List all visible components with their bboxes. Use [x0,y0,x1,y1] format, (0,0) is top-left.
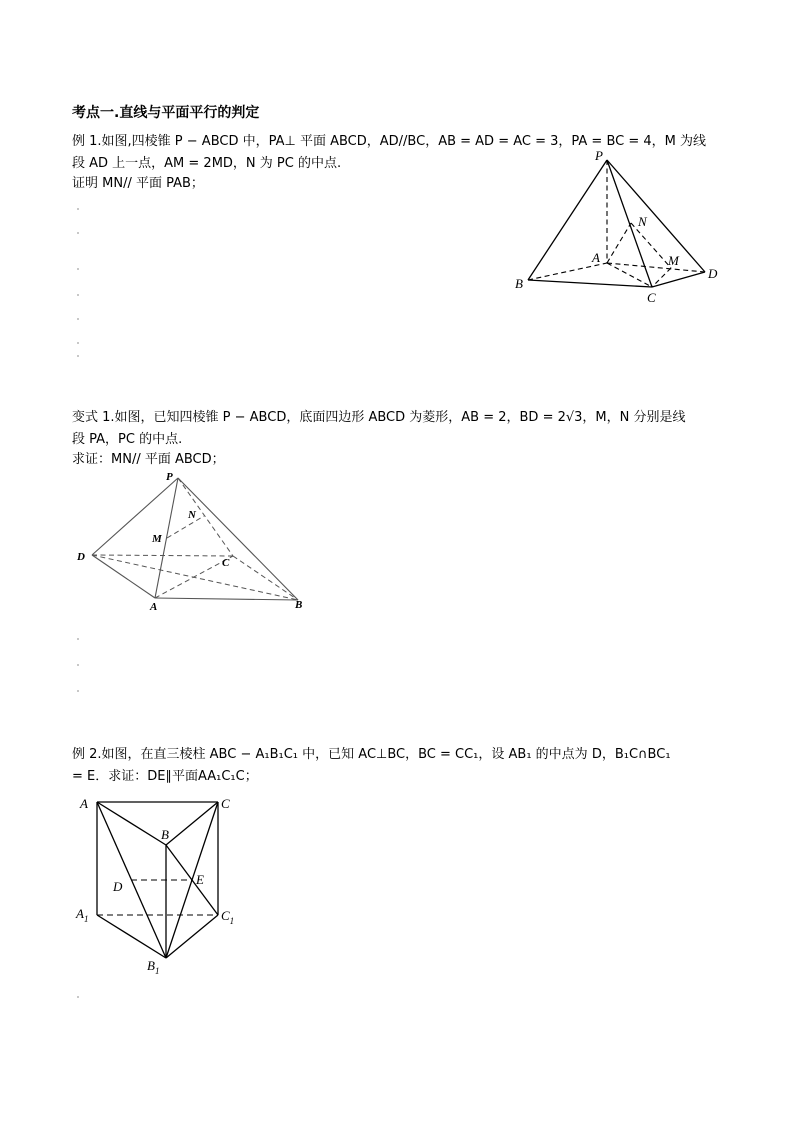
faint-mark [77,268,79,270]
faint-mark [77,690,79,692]
edge-A1B1 [97,915,166,958]
label-C1: $C_1$ [221,908,235,926]
faint-mark [77,355,79,357]
edge-PB [178,478,298,600]
label-B: B [515,276,523,291]
label-M: M [152,533,162,545]
label-A: A [150,601,158,613]
label-A: A [80,796,88,811]
segment-MN [167,516,204,538]
faint-mark [77,318,79,320]
edge-AB [528,263,607,280]
example1-line2: 段 AD 上一点，AM = 2MD，N 为 PC 的中点. [72,156,342,171]
edge-DC [92,555,233,556]
label-M: M [668,253,679,268]
variant1-line2: 段 PA，PC 的中点. [72,432,183,447]
variant1-line3: 求证：MN// 平面 ABCD； [72,452,225,467]
faint-mark [77,664,79,666]
variant1-line1: 变式 1.如图，已知四棱锥 P − ABCD，底面四边形 ABCD 为菱形，AB = 2，BD = 2√3，M，N 分别是线 [72,410,686,425]
segment-AN [607,223,631,263]
edge-BC [528,280,652,287]
label-A1: $A_1$ [76,906,89,924]
variant1-pyramid-figure [72,468,322,618]
faint-mark [77,294,79,296]
edge-AB [155,598,298,600]
label-D: D [77,551,85,563]
label-D: D [708,266,718,281]
example1-line3: 证明 MN// 平面 PAB； [72,176,204,191]
edge-DA [92,555,155,598]
example1-line1: 例 1.如图,四棱锥 P − ABCD 中，PA⊥ 平面 ABCD，AD//BC，AB = AD = AC = 3，PA = BC = 4，M 为线 [72,134,706,149]
label-C: C [647,290,656,305]
example2-prism-figure [72,790,252,980]
faint-mark [77,208,79,210]
faint-mark [77,996,79,998]
label-B1: $B_1$ [147,958,160,976]
label-N: N [638,214,647,229]
edge-AD [607,263,705,272]
label-D: D [113,879,123,894]
label-N: N [188,509,196,521]
edge-AB [97,802,166,845]
section-heading: 考点一.直线与平面平行的判定 [72,105,260,121]
example1-pyramid-figure [505,145,735,310]
label-P: P [595,148,603,163]
label-P: P [166,471,173,483]
faint-mark [77,342,79,344]
label-C: C [222,557,230,569]
label-A: A [592,250,600,265]
label-B: B [161,827,169,842]
edge-CD [652,272,705,287]
label-B: B [295,599,303,611]
faint-mark [77,638,79,640]
faint-mark [77,232,79,234]
label-C: C [221,796,230,811]
edge-PD [607,160,705,272]
diagonal-DB [92,555,298,600]
edge-PC [178,478,233,556]
example2-line2: = E．求证：DE∥平面AA₁C₁C； [72,769,258,784]
edge-CB [233,556,298,600]
label-E: E [196,872,204,887]
example2-line1: 例 2.如图，在直三棱柱 ABC − A₁B₁C₁ 中，已知 AC⊥BC，BC = CC₁，设 AB₁ 的中点为 D，B₁C∩BC₁ [72,747,671,762]
